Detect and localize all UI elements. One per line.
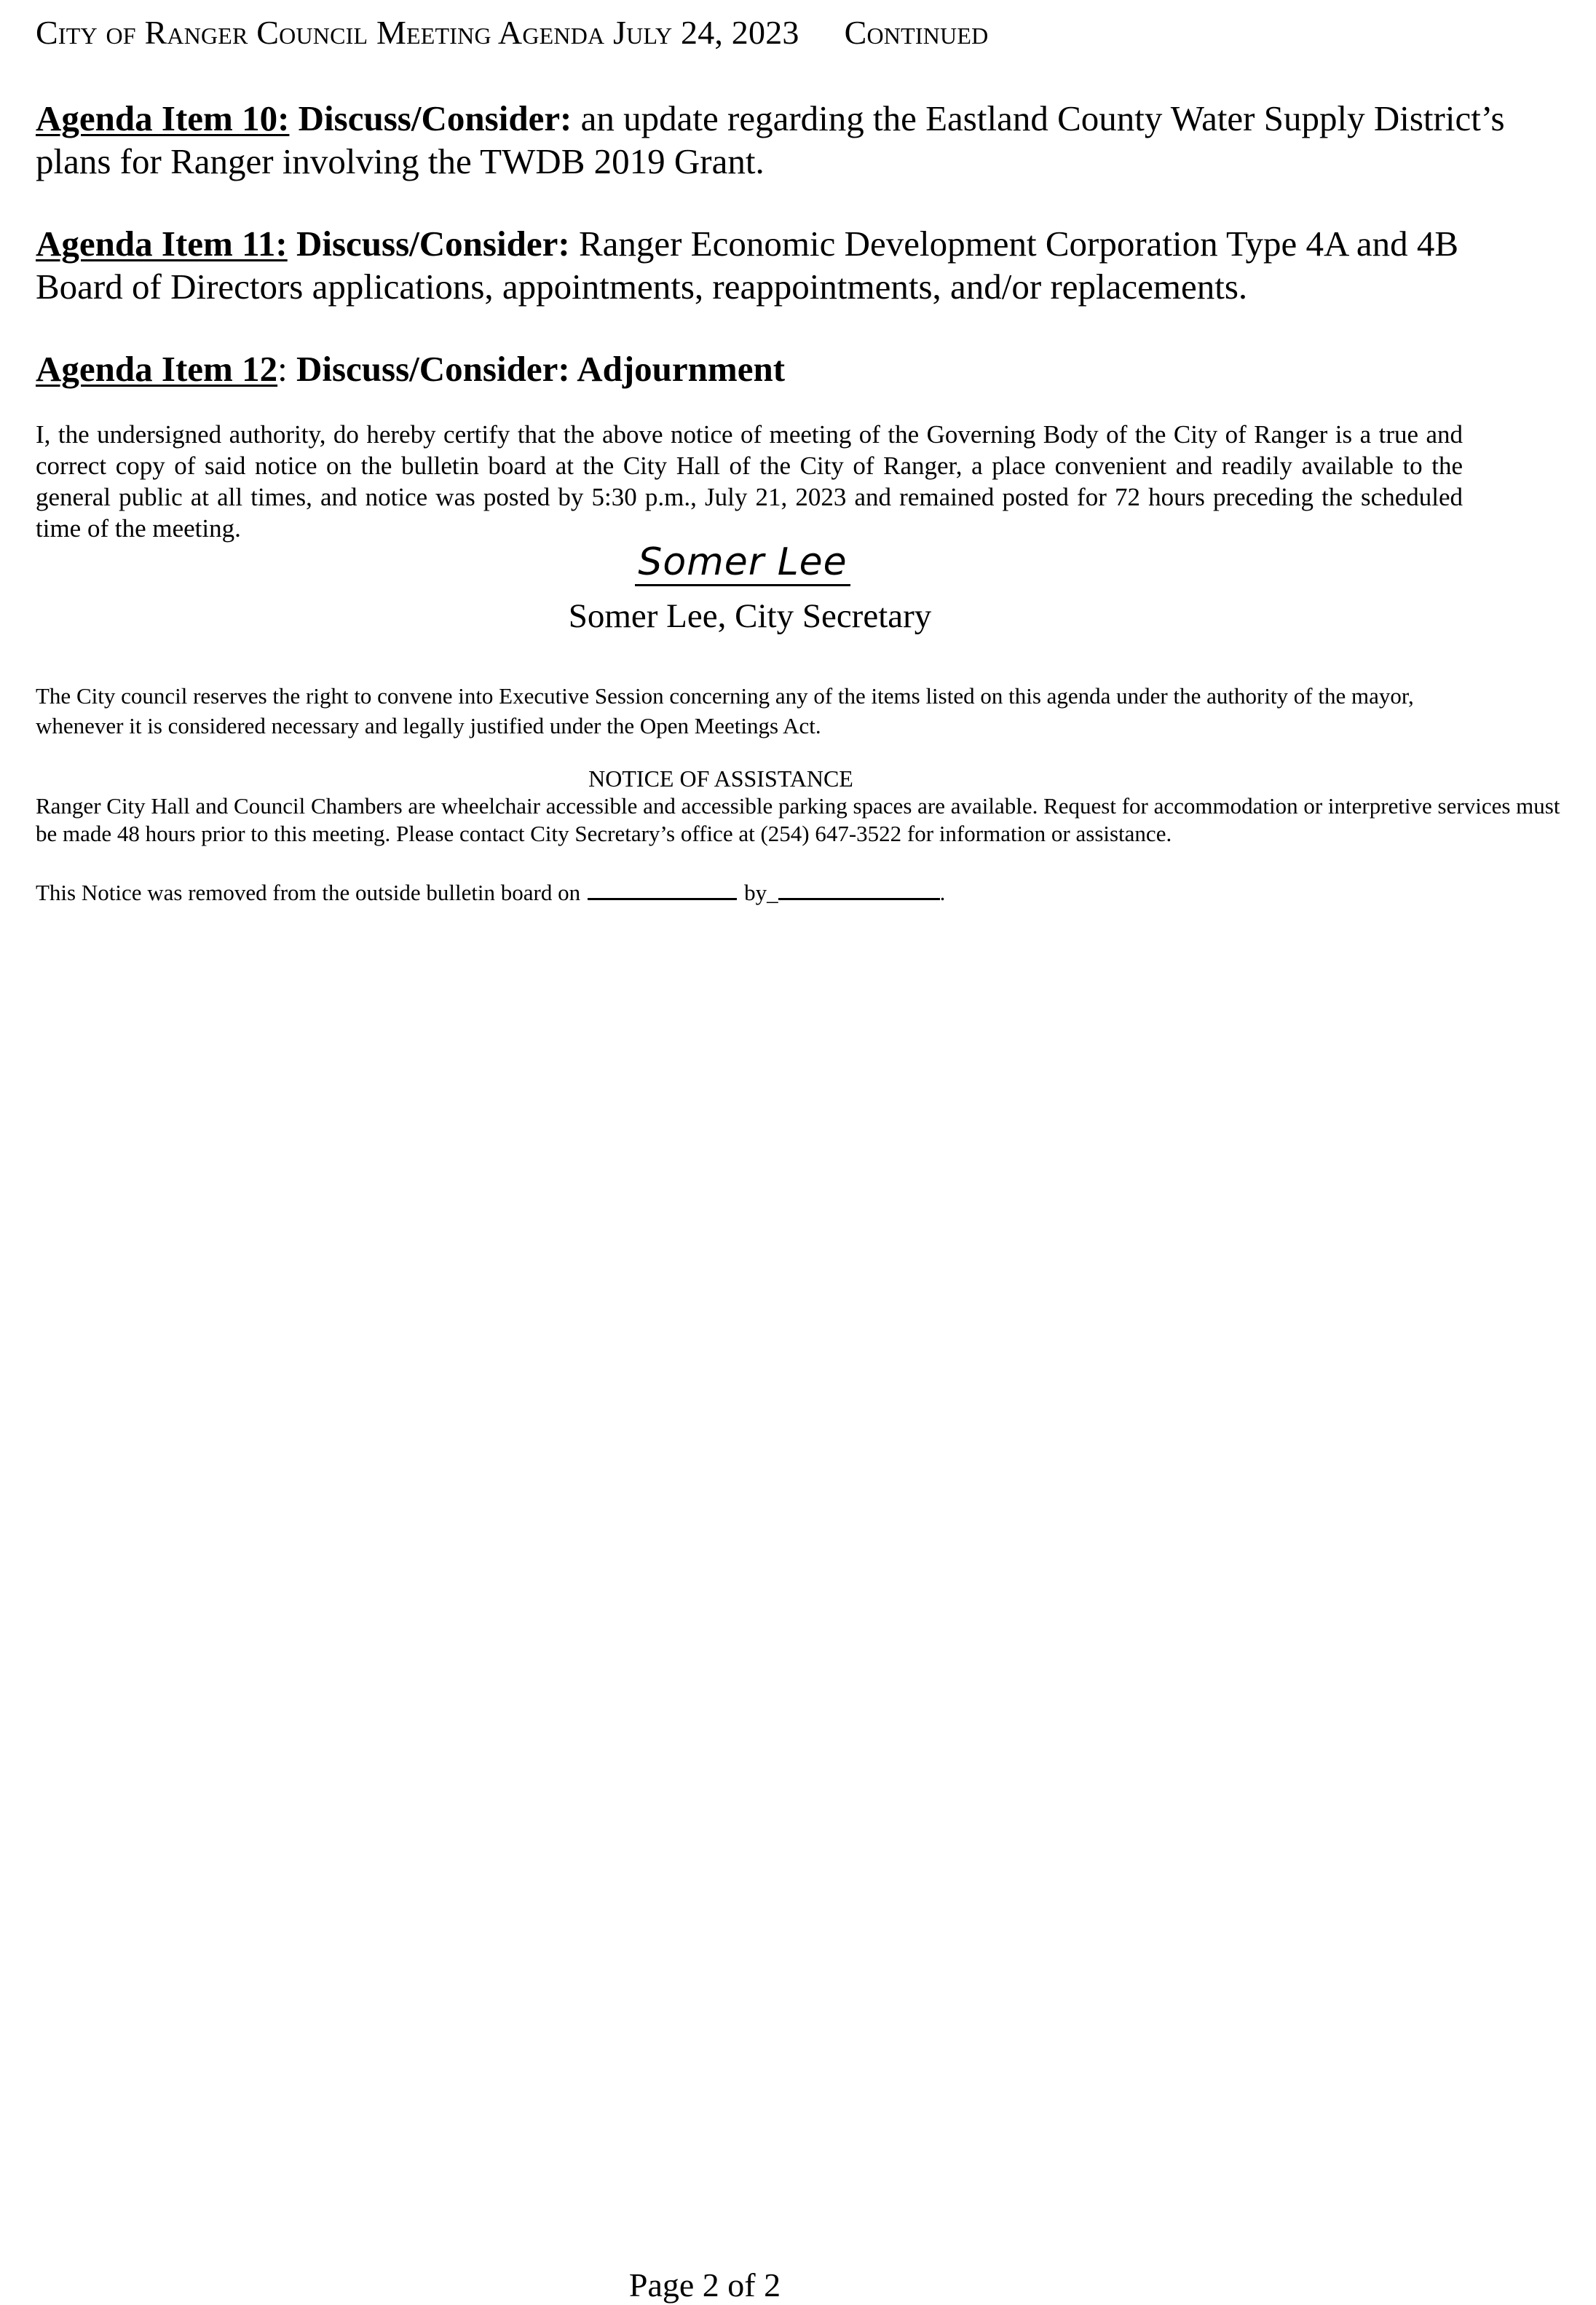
agenda-item-label: Agenda Item 12 bbox=[36, 349, 278, 389]
page-footer bbox=[0, 2266, 1596, 2304]
removal-date-blank bbox=[588, 876, 737, 900]
page-number: Page 2 of 2 bbox=[628, 2266, 781, 2304]
header-title: City of Ranger Council Meeting Agenda July 24, 2023 bbox=[36, 14, 799, 51]
agenda-item-action: Discuss/Consider: bbox=[296, 224, 570, 264]
agenda-item-action: Discuss/Consider: bbox=[298, 98, 572, 138]
agenda-item-11 bbox=[36, 222, 1536, 308]
certification-paragraph: I, the undersigned authority, do hereby certify that the above notice of meeting of the Governing Body of the City of Ranger is a true and correct copy of said notice on the bulletin board at the City Hall of the City of Ranger, a place convenient and readily available to the general public at all times, and notice was posted by 5:30 p.m., July 21, 2023 and remained posted for 72 hours preceding the scheduled time of the meeting. bbox=[36, 420, 1463, 543]
agenda-item-action: Discuss/Consider: Adjournment bbox=[296, 349, 786, 389]
notice-of-assistance-body: Ranger City Hall and Council Chambers are wheelchair accessible and accessible parking spaces are available. Request for accommodation or interpretive services must be made 48 hours prior to this meeting. Please contact City Secretary’s office at (254) 647-3522 for information or assistance. bbox=[36, 793, 1560, 846]
removal-name-blank bbox=[778, 876, 940, 900]
executive-session-notice: The City council reserves the right to convene into Executive Session concerning any of the items listed on this agenda under the authority of the mayor, whenever it is considered necessary and legally justified under the Open Meetings Act. bbox=[36, 683, 1414, 738]
agenda-item-label: Agenda Item 11: bbox=[36, 224, 288, 264]
signature bbox=[0, 540, 1485, 586]
notice-of-assistance-title: NOTICE OF ASSISTANCE bbox=[588, 765, 853, 792]
agenda-item-text: an update regarding the Eastland County Water Supply District’s plans for Ranger involving the TWDB 2019 Grant. bbox=[36, 98, 1505, 181]
removal-prefix: This Notice was removed from the outside bulletin board on bbox=[36, 880, 581, 905]
removal-notice bbox=[36, 876, 945, 907]
signature-script: Somer Lee bbox=[635, 540, 850, 586]
signer-name: Somer Lee, City Secretary bbox=[568, 597, 932, 635]
header-continued: Continued bbox=[844, 14, 989, 51]
agenda-item-10 bbox=[36, 97, 1536, 183]
page-header bbox=[36, 13, 988, 52]
agenda-item-text: Ranger Economic Development Corporation Type 4A and 4B Board of Directors applications, appointments, reappointments, and/or replacements. bbox=[36, 224, 1459, 307]
agenda-item-12 bbox=[36, 347, 1536, 390]
removal-end: . bbox=[939, 880, 946, 905]
agenda-item-separator: : bbox=[277, 349, 288, 389]
agenda-item-label: Agenda Item 10: bbox=[36, 98, 290, 138]
removal-by: by_ bbox=[744, 880, 778, 905]
